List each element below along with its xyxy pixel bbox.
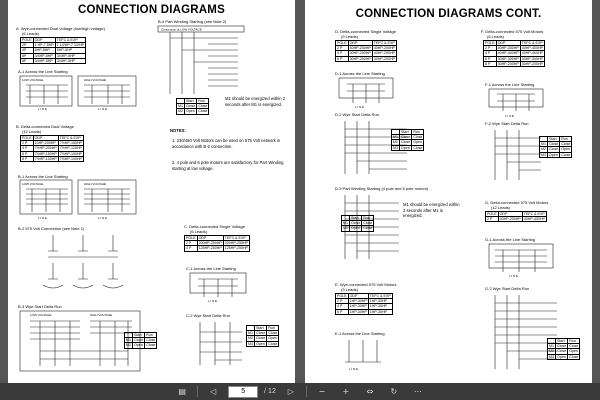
table-cell: 30HP-200HP [373, 56, 395, 61]
note-m1: M1 should be energized within 2 seconds after M1 is energized. [225, 96, 286, 107]
table-row [21, 58, 86, 63]
table-row [125, 338, 157, 343]
high-voltage-label: HIGH VOLTAGE [84, 182, 107, 186]
table-cell: Close [268, 331, 278, 336]
table-cell: 8 P [21, 156, 34, 161]
table-cell: Close [569, 344, 579, 349]
table-cell: Start [556, 339, 568, 344]
table-cell: Close [413, 135, 423, 140]
section-label: C. Delta-connected Single Voltage [184, 224, 245, 229]
table-cell: TEFC & EXP [523, 212, 545, 216]
table-cell: Open [134, 343, 143, 348]
table-cell: 4 P [336, 304, 349, 309]
wiring-g2 [487, 293, 567, 373]
table-row [247, 331, 279, 336]
table-cell: 7½HP-125HP [59, 146, 82, 151]
table-cell: Open [268, 336, 277, 341]
table-cell: 30HP-250HP [349, 56, 371, 61]
contactor-table [341, 215, 374, 232]
wiring-f2 [487, 128, 547, 184]
b4-header: Connection at LOW VOLTAGE [161, 27, 202, 32]
section-label: D-2 Wye Start Delta Run [335, 112, 379, 117]
note-m1: M1 should be energized within 2 seconds after M1 is energized. [403, 202, 460, 219]
zoom-out-icon[interactable]: − [318, 387, 326, 396]
table-cell: 40HP-200HP [499, 217, 521, 222]
table-cell: Close [256, 331, 266, 336]
table-cell: 6 P [336, 309, 349, 314]
section-sublabel: (3 Leads) [341, 287, 358, 292]
table-row [336, 309, 393, 314]
table-cell: Run [412, 130, 424, 135]
wiring-b2 [38, 233, 128, 293]
table-cell: 1HP-30HP [349, 304, 367, 309]
table-cell: 40HP-200HP [373, 46, 395, 51]
section-sublabel: (12 Leads) [491, 205, 511, 210]
table-cell: M2 [343, 226, 348, 231]
table-cell: 2 P [185, 241, 198, 246]
contactor-table [391, 129, 424, 151]
table-cell: Open [256, 341, 265, 346]
table-cell: M1 [126, 338, 131, 343]
table-cell: Start [133, 333, 145, 338]
table-cell: M1 [393, 135, 398, 140]
section-label: F-2 Wye Start Delta Run [485, 121, 529, 126]
line-label: L I N E [505, 114, 515, 118]
table-cell: Start [255, 326, 267, 331]
table-row [342, 221, 374, 226]
table-cell: M1 [549, 344, 554, 349]
section-sublabel: (6 Leads) [22, 31, 39, 36]
table-cell: 40HP-400HP [521, 51, 543, 56]
table-cell: 6P [21, 53, 34, 58]
section-label: B-2 575 Volt Connection (see Note 1) [18, 226, 85, 231]
table-cell: M2 [541, 147, 546, 152]
section-sublabel: (6 Leads) [190, 229, 207, 234]
table-cell: 200HP-250HP [198, 241, 222, 246]
prev-page-icon[interactable]: ◁ [210, 387, 217, 396]
table-f [483, 40, 545, 67]
contactor-table [547, 338, 580, 360]
table-cell: 40HP-200HP [373, 51, 395, 56]
table-cell: 4 P [336, 51, 349, 56]
section-label: D. Delta-connected Single Voltage [335, 29, 396, 34]
table-cell: M1 [343, 221, 348, 226]
wiring-c1 [190, 273, 250, 303]
section-label: B. Delta-connected Dual Voltage [16, 124, 74, 129]
table-cell: 30HP-200HP [521, 61, 543, 66]
table-cell: Close [363, 226, 373, 231]
table-cell: Start [548, 137, 560, 142]
high-voltage-label: HIGH VOLTAGE [90, 313, 113, 317]
table-cell: M1 [541, 142, 546, 147]
table-cell: Run [267, 326, 279, 331]
table-cell: 7½HP-100HP [59, 156, 82, 161]
contactor-table [176, 98, 209, 115]
table-cell: 2 P [486, 217, 499, 222]
table-cell: Run [197, 99, 209, 104]
table-cell: Open [413, 140, 422, 145]
table-cell: Close [268, 341, 278, 346]
table-cell: Open [561, 147, 570, 152]
table-cell: 4 P [185, 246, 198, 251]
table-cell: M2 [178, 109, 183, 114]
table-cell: M2 [549, 349, 554, 354]
section-label: C-1 Across the Line Starting [186, 266, 236, 271]
wiring-d1 [339, 78, 399, 108]
table-cell: POLE [337, 294, 347, 298]
table-cell: 1 1/2HP-7 1/2HP [56, 43, 84, 48]
table-cell: M1 [248, 331, 253, 336]
table-cell: TEFC & EXP [521, 41, 543, 45]
note-2: 2. 4 pole and 6 pole motors are satisfactory for Part Winding starting at low voltage. [172, 160, 284, 171]
rotate-icon[interactable]: ↻ [390, 387, 398, 396]
table-row [540, 152, 572, 157]
table-cell: ODP [33, 38, 55, 43]
table-cell: Close [557, 344, 567, 349]
table-cell: Close [569, 354, 579, 359]
section-sublabel: (12 Leads) [22, 129, 42, 134]
table-cell: 125HP-250HP [198, 246, 222, 251]
table-cell: 7½HP-150HP [34, 151, 57, 156]
table-cell: 5HP-5HP [55, 48, 85, 53]
table-cell: 1HP-30HP [349, 299, 367, 304]
table-cell: 6 P [336, 56, 349, 61]
table-cell: Close [413, 145, 423, 150]
line-label: L I N E [355, 105, 365, 109]
table-cell: Close [401, 140, 411, 145]
line-label: L I N E [38, 216, 48, 220]
table-row [21, 156, 84, 161]
table-cell: Run [560, 137, 572, 142]
table-d [335, 40, 397, 62]
table-cell: 40HP-300HP [497, 46, 519, 51]
table-cell: 1 HP-7.5HP [34, 43, 54, 48]
wiring-g1 [489, 244, 559, 278]
table-cell: POLE [22, 38, 32, 42]
table-cell: 8 P [484, 61, 497, 66]
table-cell: Run [362, 216, 374, 221]
table-cell: Close [561, 142, 571, 147]
table-row [247, 336, 279, 341]
table-cell: POLE [487, 212, 497, 216]
section-label: G-1 Across the Line Starting [485, 237, 536, 242]
table-cell: Open [186, 109, 195, 114]
table-e [335, 293, 393, 315]
line-label: L I N E [208, 299, 218, 303]
section-label: D-3 Part Winding Starting (4 pole and 6 pole motors) [335, 186, 429, 191]
table-a [20, 37, 86, 64]
section-sublabel: (9 Leads) [341, 34, 358, 39]
table-cell: Close [351, 221, 361, 226]
table-cell: M2 [126, 343, 131, 348]
high-voltage-label: HIGH VOLTAGE [84, 78, 107, 82]
page-title: CONNECTION DIAGRAMS [78, 4, 225, 16]
table-cell: 30HP-300HP [521, 56, 543, 61]
table-cell: 40HP-400HP [521, 46, 543, 51]
section-label: B-1 Across the Line Starting [18, 174, 68, 179]
table-cell: 30HP-300HP [497, 56, 519, 61]
wiring-a1 [20, 76, 140, 110]
table-cell: 1HP-30HP [368, 299, 392, 304]
table-row [548, 349, 580, 354]
table-cell: POLE [186, 236, 196, 240]
table-row [392, 135, 424, 140]
section-label: F. Delta-connected 575 Volt Motors [481, 29, 544, 34]
page-right [305, 0, 592, 383]
table-cell: 30HP-250HP [349, 51, 371, 56]
toolbar-divider [197, 386, 198, 397]
table-cell: Start [185, 99, 197, 104]
wiring-b4 [158, 26, 248, 98]
wiring-f1 [489, 89, 549, 119]
table-cell: 5HP-5HP [33, 48, 55, 53]
line-label: L I N E [349, 367, 359, 371]
table-cell: 1HP-30HP [368, 309, 392, 314]
table-cell: 7½HP-100HP [59, 151, 82, 156]
table-cell: POLE [22, 136, 32, 140]
table-cell: 30HP-200HP [497, 61, 519, 66]
section-label: B-4 Part Winding Starting (see Note 2) [158, 19, 227, 24]
notes-title: NOTES: [170, 128, 186, 133]
low-voltage-label: LOW VOLTAGE [22, 78, 44, 82]
table-cell: Close [561, 152, 571, 157]
table-cell: Close [198, 109, 208, 114]
table-cell: POLE [337, 41, 347, 45]
viewer-toolbar [0, 383, 600, 400]
table-cell: Open [557, 354, 566, 359]
table-cell: M2 [393, 140, 398, 145]
section-label: F-1 Across the Line Starting [485, 82, 535, 87]
low-voltage-label: LOW VOLTAGE [30, 313, 52, 317]
table-cell: Open [401, 145, 410, 150]
section-label: A. Wye-connected Dual Voltage (low/high voltage) [16, 26, 105, 31]
section-label: E. Wye-connected 575 Volt Motors [335, 282, 397, 287]
section-label: D-1 Across the Line Starting [335, 71, 385, 76]
table-cell: Close [549, 142, 559, 147]
table-cell: 6 P [21, 151, 34, 156]
section-label: B-3 Wye Start Delta Run [18, 304, 62, 309]
table-cell: M3 [541, 152, 546, 157]
table-cell: 6 P [484, 56, 497, 61]
page-left [8, 0, 295, 383]
fit-width-icon[interactable]: ⇔ [366, 387, 374, 396]
table-cell: Close [146, 343, 156, 348]
table-cell: 125HP-250HP [224, 246, 248, 251]
table-cell: 2 P [336, 46, 349, 51]
toolbar-divider [306, 386, 307, 397]
table-cell: Close [549, 147, 559, 152]
table-row [548, 354, 580, 359]
contactor-table [539, 136, 572, 158]
table-cell: ODP [498, 212, 522, 217]
table-row [177, 104, 209, 109]
table-cell: Close [146, 338, 156, 343]
table-cell: TEFC & EXP [58, 136, 83, 141]
table-cell: Open [549, 152, 558, 157]
table-cell: 3/4HP-5HP [33, 53, 55, 58]
next-page-icon[interactable]: ▷ [287, 387, 294, 396]
table-cell: ODP [496, 41, 520, 46]
more-icon[interactable]: ⋯ [413, 387, 422, 396]
zoom-in-icon[interactable]: + [342, 387, 350, 396]
table-cell: POLE [485, 41, 495, 45]
table-cell: TEFC & EXP [373, 41, 395, 45]
section-label: G-2 Wye Start Delta Run [485, 286, 530, 291]
line-label: L I N E [98, 216, 108, 220]
table-cell: 7½HP-100HP [34, 156, 57, 161]
table-cell: M3 [549, 354, 554, 359]
table-row [540, 142, 572, 147]
table-cell: Close [256, 336, 266, 341]
table-row [342, 226, 374, 231]
table-row [247, 341, 279, 346]
table-cell: 1HP-30HP [368, 304, 392, 309]
sidebar-toggle-icon[interactable]: ▤ [178, 387, 186, 396]
table-row [125, 343, 157, 348]
table-cell: 8P [21, 58, 34, 63]
table-cell: 2 P [21, 141, 34, 146]
table-row [548, 344, 580, 349]
table-cell: 1HP-30HP [349, 309, 367, 314]
table-cell: Close [401, 135, 411, 140]
table-b [20, 135, 84, 162]
table-row [177, 109, 209, 114]
table-cell: ODP [33, 136, 58, 141]
contactor-table [246, 325, 279, 347]
table-cell: 3/4HP-5HP [33, 58, 55, 63]
table-cell: 10HP-200HP [33, 141, 58, 146]
table-cell: Open [351, 226, 360, 231]
line-label: L I N E [509, 274, 519, 278]
table-cell: Close [557, 349, 567, 354]
table-cell: Run [145, 333, 157, 338]
table-cell: 40HP-400HP [497, 51, 519, 56]
table-cell: Start [400, 130, 412, 135]
table-c [184, 235, 250, 252]
page-total: / 12 [264, 388, 276, 395]
table-cell: ODP [348, 294, 368, 299]
table-cell: 7½HP-200HP [34, 146, 57, 151]
contactor-table [124, 332, 157, 349]
table-cell: TEFC & EXP [223, 236, 249, 241]
table-cell: 200HP-250HP [224, 241, 248, 246]
table-cell: 4 P [21, 146, 34, 151]
line-label: L I N E [38, 107, 48, 111]
wiring-e1 [341, 338, 391, 372]
table-row [486, 217, 547, 222]
table-cell: 2P [21, 43, 34, 48]
table-cell: 3/4HP-5HP [55, 53, 85, 58]
table-cell: 2 P [336, 299, 349, 304]
section-label: G. Delta-connected 575 Volt Motors [485, 200, 549, 205]
table-row [540, 147, 572, 152]
table-row [392, 140, 424, 145]
table-cell: Close [363, 221, 373, 226]
wiring-c2 [190, 320, 250, 370]
table-cell: 4 P [484, 51, 497, 56]
section-label: E-1 Across the Line Starting [335, 331, 385, 336]
table-cell: M3 [248, 341, 253, 346]
table-row [336, 56, 397, 61]
table-cell: Close [134, 338, 144, 343]
table-cell: Run [568, 339, 580, 344]
table-cell: Close [198, 104, 208, 109]
page-title: CONNECTION DIAGRAMS CONT. [355, 8, 542, 20]
table-cell: 40HP-400HP [523, 217, 545, 222]
section-label: C-2 Wye Start Delta Run [186, 313, 230, 318]
table-cell: ODP [197, 236, 223, 241]
table-cell: M3 [393, 145, 398, 150]
table-cell: Start [350, 216, 362, 221]
table-cell: 7½HP-150HP [59, 141, 82, 146]
table-row [392, 145, 424, 150]
table-cell: ODP [348, 41, 372, 46]
table-row [484, 61, 545, 66]
table-cell: 40HP-200HP [349, 46, 371, 51]
table-cell: Open [569, 349, 578, 354]
table-cell: 2 P [484, 46, 497, 51]
section-sublabel: (6 Leads) [487, 34, 504, 39]
low-voltage-label: LOW VOLTAGE [22, 182, 44, 186]
table-cell: TEFC & EXP [55, 38, 85, 43]
table-cell: Close [186, 104, 196, 109]
wiring-b1 [20, 180, 140, 220]
table-cell: 3/4HP-5HP [55, 58, 85, 63]
table-cell: M2 [248, 336, 253, 341]
table-cell: TEFC & EXP [369, 294, 391, 298]
table-row [185, 246, 250, 251]
table-cell: M1 [178, 104, 183, 109]
note-1: 1. 230/460 Volt Motors can be used on 575 Volt network in accordance with B-2 connection. [172, 138, 281, 149]
table-cell: 4P [21, 48, 34, 53]
table-g [485, 211, 547, 222]
line-label: L I N E [98, 107, 108, 111]
page-number-input[interactable]: 5 [228, 386, 258, 398]
section-label: A-1 Across the Line Starting [18, 69, 68, 74]
